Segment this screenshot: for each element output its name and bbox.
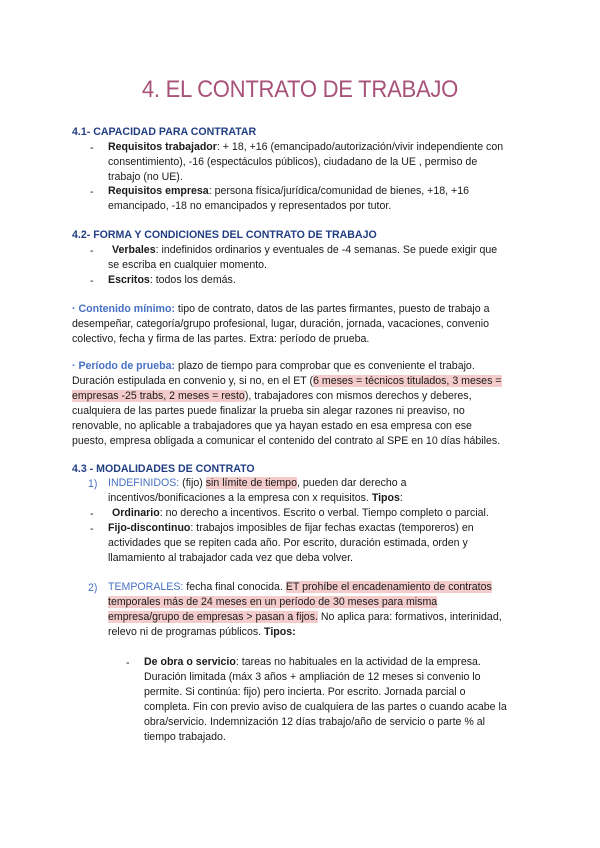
bullet-dash: - xyxy=(90,245,94,257)
obra-servicio-line-2: Duración limitada (máx 3 años + ampliación de 12 meses si convenio lo xyxy=(144,671,481,683)
obra-servicio-line-3: permite. Si continúa: fijo) pero incierta. Por escrito. Jornada parcial o xyxy=(144,686,466,698)
contenido-minimo-line-2: desempeñar, categoría/grupo profesional, lugar, duración, jornada, vacaciones, convenio xyxy=(72,318,489,330)
requisitos-empresa-line-2: emancipado, -18 no emancipados y representados por tutor. xyxy=(108,200,392,212)
contenido-minimo-line-1: · Contenido mínimo: tipo de contrato, datos de las partes firmantes, puesto de trabajo a xyxy=(72,303,490,315)
list-number-2: 2) xyxy=(88,582,98,594)
obra-servicio-line-5: obra/servicio. Indemnización 12 días trabajo/año de servicio o parte % al xyxy=(144,716,485,728)
bullet-dash: - xyxy=(90,523,94,535)
requisitos-trabajador-line-3: trabajo (no UE). xyxy=(108,171,183,183)
obra-servicio-line-6: tiempo trabajado. xyxy=(144,731,226,743)
periodo-prueba-line-1: · Período de prueba: plazo de tiempo para comprobar que es conveniente el trabajo. xyxy=(72,360,475,372)
verbales-line-1: Verbales: indefinidos ordinarios y eventuales de -4 semanas. Se puede exigir que xyxy=(112,244,498,256)
highlight: ET prohíbe el encadenamiento de contratos xyxy=(285,581,492,593)
periodo-prueba-line-3: empresas -25 trabs, 2 meses = resto), trabajadores con mismos derechos y deberes, xyxy=(72,390,472,402)
temporales-line-2 xyxy=(108,595,437,610)
contenido-minimo-line-3: colectivo, fecha y firma de las partes. Extra: período de prueba. xyxy=(72,333,370,345)
temporales-line-1: TEMPORALES: fecha final conocida. ET prohíbe el encadenamiento de contratos xyxy=(108,581,492,593)
highlight: empresa/grupo de empresas > pasan a fijos. xyxy=(108,611,318,623)
indefinidos-line-2: incentivos/bonificaciones a la empresa con x requisitos. Tipos: xyxy=(108,492,403,504)
indefinidos-line-1: INDEFINIDOS: (fijo) sin límite de tiempo, pueden dar derecho a xyxy=(108,477,407,489)
periodo-prueba-line-5: renovable, no aplicable a trabajadores que ya hayan estado en esa empresa con ese xyxy=(72,420,472,432)
section-heading-4-1: 4.1- CAPACIDAD PARA CONTRATAR xyxy=(72,126,257,138)
fijo-discontinuo-line-3: llamamiento al trabajador cada vez que deba volver. xyxy=(108,552,353,564)
obra-servicio-line-1: De obra o servicio: tareas no habituales en la actividad de la empresa. xyxy=(144,656,481,668)
section-heading-4-3: 4.3 - MODALIDADES DE CONTRATO xyxy=(72,463,255,475)
temporales-line-4: relevo ni de programas públicos. Tipos: xyxy=(108,626,296,638)
periodo-prueba-line-2: Duración estipulada en convenio y, si no, en el ET (6 meses = técnicos titulados, 3 meses = xyxy=(72,375,502,387)
bullet-dash: - xyxy=(90,186,94,198)
requisitos-trabajador-line-1: Requisitos trabajador: + 18, +16 (emancipado/autorización/vivir independiente con xyxy=(108,141,504,153)
obra-servicio-line-4: completa. Fin con previo aviso de cualquiera de las partes o cuando acabe la xyxy=(144,701,507,713)
requisitos-trabajador-line-2: consentimiento), -16 (espectáculos públicos), ciudadano de la UE , permiso de xyxy=(108,156,478,168)
bullet-dash: - xyxy=(90,508,94,520)
requisitos-empresa-line-1: Requisitos empresa: persona física/jurídica/comunidad de bienes, +18, +16 xyxy=(108,185,469,197)
fijo-discontinuo-line-2: actividades que se repiten cada año. Por escrito, duración estimada, orden y xyxy=(108,537,468,549)
ordinario-line: Ordinario: no derecho a incentivos. Escrito o verbal. Tiempo completo o parcial. xyxy=(112,507,489,519)
temporales-line-3: empresa/grupo de empresas > pasan a fijos. No aplica para: formativos, interinidad, xyxy=(108,611,502,623)
escritos-line: Escritos: todos los demás. xyxy=(108,274,236,286)
highlight: temporales más de 24 meses en un período de 30 meses para misma xyxy=(108,596,438,608)
bullet-dash: - xyxy=(90,142,94,154)
bullet-dash: - xyxy=(126,657,130,669)
page-title: 4. EL CONTRATO DE TRABAJO xyxy=(141,76,459,103)
verbales-line-2: se escriba en cualquier momento. xyxy=(108,259,267,271)
fijo-discontinuo-line-1: Fijo-discontinuo: trabajos imposibles de fijar fechas exactas (temporeros) en xyxy=(108,522,474,534)
highlight: 6 meses = técnicos titulados, 3 meses = xyxy=(313,375,502,387)
section-heading-4-2: 4.2- FORMA Y CONDICIONES DEL CONTRATO DE TRABAJO xyxy=(72,229,377,241)
list-number-1: 1) xyxy=(88,478,98,490)
periodo-prueba-line-4: cualquiera de las partes puede finalizar la prueba sin alegar razones ni preaviso, no xyxy=(72,405,465,417)
bullet-dash: - xyxy=(90,275,94,287)
highlight: empresas -25 trabs, 2 meses = resto xyxy=(72,390,245,402)
highlight: sin límite de tiempo xyxy=(205,477,297,489)
periodo-prueba-line-6: puesto, empresa obligada a comunicar el contenido del contrato al SPE en 10 días hábiles. xyxy=(72,435,501,447)
